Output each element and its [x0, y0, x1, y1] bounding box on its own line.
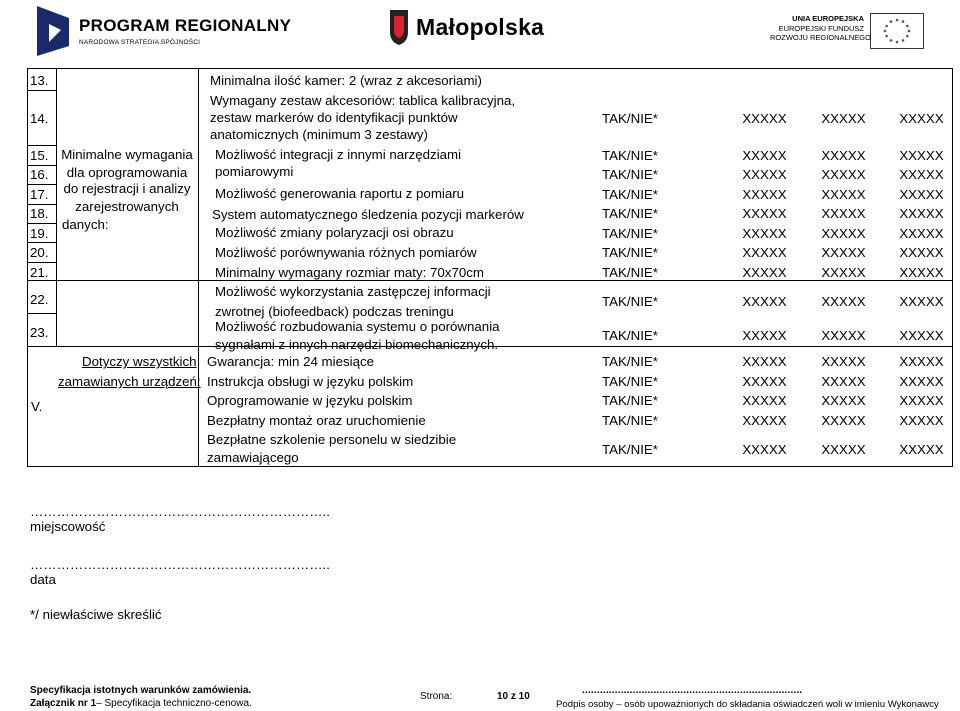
row-description: zwrotnej (biofeedback) podczas treningu: [215, 304, 454, 319]
xxxxx-cell: XXXXX: [742, 167, 787, 182]
attachment-text: – Specyfikacja techniczno-cenowa.: [96, 698, 252, 709]
row-line: [27, 68, 953, 69]
page-label: Strona:: [420, 691, 453, 702]
column-divider-section: [198, 68, 199, 466]
row-number: 13.: [30, 73, 49, 88]
row-number: 21.: [30, 265, 49, 280]
xxxxx-cell: XXXXX: [742, 226, 787, 241]
xxxxx-cell: XXXXX: [821, 187, 866, 202]
row-description: Bezpłatne szkolenie personelu w siedzibie: [207, 432, 457, 447]
xxxxx-cell: XXXXX: [821, 111, 866, 126]
tak-nie-cell: TAK/NIE*: [602, 167, 658, 182]
row-description: Możliwość porównywania różnych pomiarów: [215, 245, 477, 260]
row-line: [27, 262, 56, 263]
xxxxx-cell: XXXXX: [742, 187, 787, 202]
group-v-title: Dotyczy wszystkich: [82, 354, 197, 369]
xxxxx-cell: XXXXX: [899, 442, 944, 457]
xxxxx-cell: XXXXX: [899, 294, 944, 309]
program-regionalny-logo: [35, 2, 292, 58]
place-dots: …………………………………………………………..: [30, 504, 330, 519]
row-number: 23.: [30, 325, 49, 340]
row-description: zestaw markerów do identyfikacji punktów: [210, 110, 458, 125]
section-label-line: dla oprogramowania: [66, 165, 188, 180]
row-number: 19.: [30, 226, 49, 241]
row-number: 14.: [30, 111, 49, 126]
malopolska-crest-icon: [388, 6, 410, 46]
xxxxx-cell: XXXXX: [742, 328, 787, 343]
tak-nie-cell: TAK/NIE*: [602, 413, 658, 428]
xxxxx-cell: XXXXX: [821, 442, 866, 457]
row-number: 22.: [30, 292, 49, 307]
footnote: */ niewłaściwe skreślić: [30, 607, 162, 622]
xxxxx-cell: XXXXX: [899, 226, 944, 241]
row-description: Minimalna ilość kamer: 2 (wraz z akcesoriami): [210, 73, 482, 88]
xxxxx-cell: XXXXX: [821, 148, 866, 163]
tak-nie-cell: TAK/NIE*: [602, 294, 658, 309]
xxxxx-cell: XXXXX: [821, 265, 866, 280]
tak-nie-cell: TAK/NIE*: [602, 442, 658, 457]
row-line: [27, 313, 56, 314]
xxxxx-cell: XXXXX: [899, 167, 944, 182]
tak-nie-cell: TAK/NIE*: [602, 245, 658, 260]
signature-dots: ..........................................................................: [582, 685, 803, 696]
date-label: data: [30, 572, 56, 587]
place-label: miejscowość: [30, 519, 106, 534]
xxxxx-cell: XXXXX: [899, 111, 944, 126]
xxxxx-cell: XXXXX: [742, 245, 787, 260]
tak-nie-cell: TAK/NIE*: [602, 111, 658, 126]
date-dots: …………………………………………………………..: [30, 557, 330, 572]
tak-nie-cell: TAK/NIE*: [602, 328, 658, 343]
spec-title: Specyfikacja istotnych warunków zamówienia.: [30, 685, 252, 696]
group-v-title: zamawianych urządzeń:: [58, 374, 201, 389]
tak-nie-cell: TAK/NIE*: [602, 374, 658, 389]
row-description: Możliwość integracji z innymi narzędziami: [215, 147, 462, 162]
row-description: zamawiającego: [207, 450, 299, 465]
xxxxx-cell: XXXXX: [742, 374, 787, 389]
row-description: pomiarowymi: [215, 164, 294, 179]
xxxxx-cell: XXXXX: [821, 167, 866, 182]
row-description: Możliwość zmiany polaryzacji osi obrazu: [215, 225, 454, 240]
row-line: [27, 223, 56, 224]
row-description: Oprogramowanie w języku polskim: [207, 393, 413, 408]
table-border-left: [27, 68, 28, 466]
xxxxx-cell: XXXXX: [899, 328, 944, 343]
xxxxx-cell: XXXXX: [899, 374, 944, 389]
section-label-line: do rejestracji i analizy: [63, 181, 191, 196]
tak-nie-cell: TAK/NIE*: [602, 265, 658, 280]
xxxxx-cell: XXXXX: [742, 111, 787, 126]
table-border-right: [952, 68, 953, 466]
xxxxx-cell: XXXXX: [821, 294, 866, 309]
xxxxx-cell: XXXXX: [821, 328, 866, 343]
row-description: Instrukcja obsługi w języku polskim: [207, 374, 414, 389]
eu-line-2: EUROPEJSKI FUNDUSZ: [778, 23, 864, 33]
row-number: 17.: [30, 187, 49, 202]
program-regionalny-flag-icon: [35, 2, 71, 58]
xxxxx-cell: XXXXX: [821, 413, 866, 428]
xxxxx-cell: XXXXX: [899, 265, 944, 280]
region-name: Małopolska: [416, 14, 545, 40]
table-border-bottom: [27, 466, 953, 467]
tak-nie-cell: TAK/NIE*: [602, 393, 658, 408]
xxxxx-cell: XXXXX: [742, 354, 787, 369]
row-description: Możliwość generowania raportu z pomiaru: [215, 186, 465, 201]
row-description: Wymagany zestaw akcesoriów: tablica kalibracyjna,: [210, 93, 516, 108]
xxxxx-cell: XXXXX: [821, 374, 866, 389]
tak-nie-cell: TAK/NIE*: [602, 206, 658, 221]
row-description: Gwarancja: min 24 miesiące: [207, 354, 375, 369]
row-number: 16.: [30, 167, 49, 182]
group-v-label: V.: [31, 399, 43, 414]
xxxxx-cell: XXXXX: [899, 206, 944, 221]
row-description: Możliwość wykorzystania zastępczej informacji: [215, 284, 491, 299]
row-line: [27, 90, 56, 91]
eu-flag-icon: [870, 13, 924, 49]
row-description: Możliwość rozbudowania systemu o porównania: [215, 319, 500, 334]
signature-caption: Podpis osoby – osób upoważnionych do składania oświadczeń woli w imieniu Wykonawcy: [556, 699, 939, 710]
xxxxx-cell: XXXXX: [742, 148, 787, 163]
row-line: [27, 145, 56, 146]
attachment-label: Załącznik nr 1: [30, 698, 97, 709]
xxxxx-cell: XXXXX: [899, 413, 944, 428]
xxxxx-cell: XXXXX: [899, 354, 944, 369]
row-description: anatomicznych (minimum 3 zestawy): [210, 127, 428, 142]
section-label-line: zarejestrowanych: [75, 199, 179, 214]
xxxxx-cell: XXXXX: [821, 354, 866, 369]
section-label-line: Minimalne wymagania: [61, 147, 193, 162]
row-line: [27, 280, 953, 281]
tak-nie-cell: TAK/NIE*: [602, 354, 658, 369]
row-description: Minimalny wymagany rozmiar maty: 70x70cm: [215, 265, 484, 280]
xxxxx-cell: XXXXX: [742, 413, 787, 428]
xxxxx-cell: XXXXX: [821, 393, 866, 408]
page-value: 10 z 10: [497, 691, 530, 702]
eu-line-3: ROZWOJU REGIONALNEGO: [770, 33, 871, 42]
row-description: Bezpłatny montaż oraz uruchomienie: [207, 413, 426, 428]
xxxxx-cell: XXXXX: [742, 206, 787, 221]
xxxxx-cell: XXXXX: [899, 393, 944, 408]
program-title: PROGRAM REGIONALNY: [79, 16, 292, 35]
xxxxx-cell: XXXXX: [899, 187, 944, 202]
eu-line-1: UNIA EUROPEJSKA: [792, 14, 864, 23]
row-line: [27, 242, 56, 243]
xxxxx-cell: XXXXX: [821, 226, 866, 241]
xxxxx-cell: XXXXX: [899, 148, 944, 163]
column-divider-num: [56, 68, 57, 346]
xxxxx-cell: XXXXX: [899, 245, 944, 260]
xxxxx-cell: XXXXX: [821, 206, 866, 221]
row-number: 20.: [30, 245, 49, 260]
xxxxx-cell: XXXXX: [742, 393, 787, 408]
xxxxx-cell: XXXXX: [742, 294, 787, 309]
row-number: 15.: [30, 148, 49, 163]
section-label-line: danych:: [62, 217, 109, 232]
tak-nie-cell: TAK/NIE*: [602, 148, 658, 163]
xxxxx-cell: XXXXX: [742, 265, 787, 280]
xxxxx-cell: XXXXX: [742, 442, 787, 457]
tak-nie-cell: TAK/NIE*: [602, 226, 658, 241]
xxxxx-cell: XXXXX: [821, 245, 866, 260]
tak-nie-cell: TAK/NIE*: [602, 187, 658, 202]
program-subtitle: NARODOWA STRATEGIA SPÓJNOŚCI: [79, 39, 201, 46]
row-line: [27, 184, 56, 185]
row-number: 18.: [30, 206, 49, 221]
row-description: sygnałami z innych narzędzi biomechanicznych.: [215, 337, 499, 352]
row-description: System automatycznego śledzenia pozycji markerów: [212, 207, 524, 222]
